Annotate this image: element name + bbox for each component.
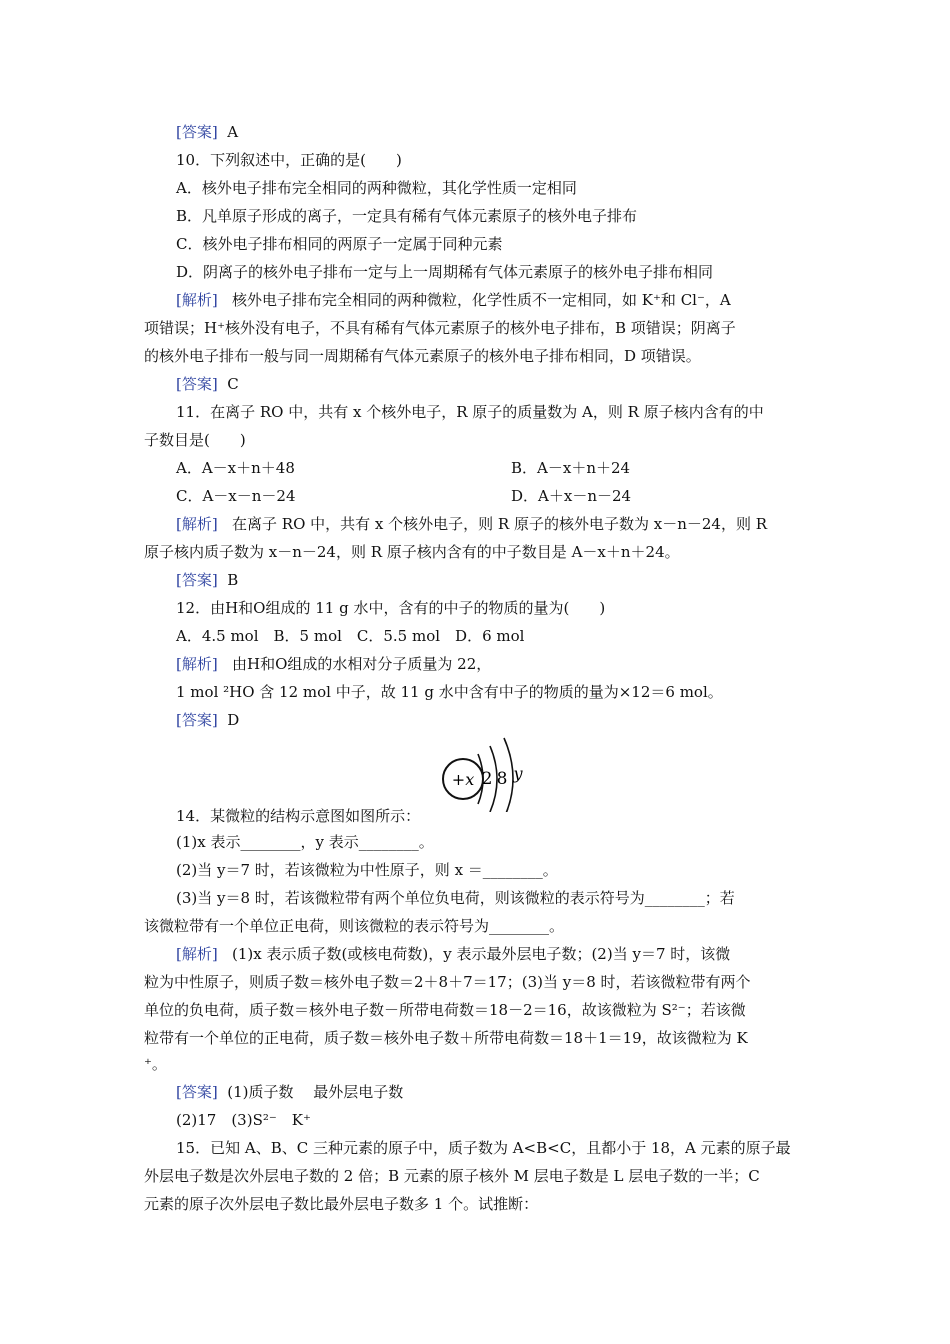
q10-analysis-line-2: 项错误；H⁺核外没有电子，不具有稀有气体元素原子的核外电子排布，B 项错误；阴离子: [144, 319, 736, 337]
q10-analysis-line-1: [176, 290, 731, 310]
q14-stem: 14．某微粒的结构示意图如图所示：: [176, 807, 421, 825]
q14-analysis-line-3: 单位的负电荷，质子数＝核外电子数－所带电荷数＝18－2＝16，故该微粒为 S²⁻；若该微: [144, 1001, 746, 1019]
analysis-text: 由H和O组成的水相对分子质量为 22，: [232, 655, 492, 673]
q10-option-d: D．阴离子的核外电子排布一定与上一周期稀有气体元素原子的核外电子排布相同: [176, 263, 714, 281]
q12-stem: 12．由H和O组成的 11 g 水中，含有的中子的物质的量为( ): [176, 599, 606, 617]
nucleus-label: +x: [451, 770, 475, 789]
q11-answer-line: [176, 570, 238, 590]
analysis-text: (1)x 表示质子数(或核电荷数)，y 表示最外层电子数；(2)当 y＝7 时，该微: [232, 945, 731, 963]
q12-answer-line: [176, 710, 239, 730]
q14-part-3-cont: 该微粒带有一个单位正电荷，则该微粒的表示符号为________。: [144, 917, 565, 935]
atomic-structure-diagram: [440, 734, 530, 812]
q14-part-3: (3)当 y＝8 时，若该微粒带有两个单位负电荷，则该微粒的表示符号为________；若: [176, 889, 735, 907]
analysis-tag: [解析]: [176, 655, 218, 673]
answer-value: D: [227, 711, 240, 729]
answer-value: B: [227, 571, 239, 589]
q11-analysis-line-2: 原子核内质子数为 x－n－24，则 R 原子核内含有的中子数目是 A－x＋n＋24。: [144, 543, 680, 561]
q14-analysis-line-1: [176, 944, 730, 964]
answer-tag: [答案]: [176, 711, 218, 729]
q10-analysis-line-3: 的核外电子排布一般与同一周期稀有气体元素原子的核外电子排布相同，D 项错误。: [144, 347, 701, 365]
q14-analysis-line-5: ⁺。: [144, 1055, 167, 1073]
answer-tag: [答案]: [176, 123, 218, 141]
q10-option-b: B．凡单原子形成的离子，一定具有稀有气体元素原子的核外电子排布: [176, 207, 638, 225]
q11-option-b: B．A－x＋n＋24: [511, 459, 631, 477]
q14-analysis-line-2: 粒为中性原子，则质子数＝核外电子数＝2＋8＋7＝17；(3)当 y＝8 时，若该微粒带有两个: [144, 973, 751, 991]
analysis-tag: [解析]: [176, 515, 218, 533]
answer-value: A: [227, 123, 239, 141]
analysis-tag: [解析]: [176, 291, 218, 309]
answer-tag: [答案]: [176, 1083, 218, 1101]
q12-analysis-line-2: 1 mol ²HO 含 12 mol 中子，故 11 g 水中含有中子的物质的量为×12＝6 mol。: [176, 683, 723, 701]
q14-answer-line-2: (2)17 (3)S²⁻ K⁺: [176, 1111, 311, 1129]
shell-3-electrons: y: [513, 764, 523, 783]
q15-stem-line-3: 元素的原子次外层电子数比最外层电子数多 1 个。试推断：: [144, 1195, 539, 1213]
answer-tag: [答案]: [176, 571, 218, 589]
q10-stem: 10．下列叙述中，正确的是( ): [176, 151, 402, 169]
q10-option-c: C．核外电子排布相同的两原子一定属于同种元素: [176, 235, 503, 253]
q14-part-1: (1)x 表示________，y 表示________。: [176, 833, 434, 851]
q9-answer-line: [176, 122, 238, 142]
q11-stem-line-1: 11．在离子 RO 中，共有 x 个核外电子，R 原子的质量数为 A，则 R 原子核内含有的中: [176, 403, 764, 421]
q15-stem-line-2: 外层电子数是次外层电子数的 2 倍；B 元素的原子核外 M 层电子数是 L 层电子数的一半；C: [144, 1167, 760, 1185]
analysis-text: 在离子 RO 中，共有 x 个核外电子，则 R 原子的核外电子数为 x－n－24，则 R: [232, 515, 768, 533]
q11-analysis-line-1: [176, 514, 767, 534]
q12-options: A．4.5 mol B．5 mol C．5.5 mol D．6 mol: [176, 627, 525, 645]
shell-1-electrons: 2: [481, 769, 493, 789]
analysis-text: 核外电子排布完全相同的两种微粒，化学性质不一定相同，如 K⁺和 Cl⁻，A: [232, 291, 731, 309]
q14-analysis-line-4: 粒带有一个单位的正电荷，质子数＝核外电子数＋所带电荷数＝18＋1＝19，故该微粒为 K: [144, 1029, 748, 1047]
q11-option-a: A．A－x＋n＋48: [176, 459, 295, 477]
answer-value: (1)质子数 最外层电子数: [227, 1083, 404, 1101]
q14-part-2: (2)当 y＝7 时，若该微粒为中性原子，则 x ＝________。: [176, 861, 558, 879]
analysis-tag: [解析]: [176, 945, 218, 963]
shell-2-electrons: 8: [496, 769, 508, 789]
answer-tag: [答案]: [176, 375, 218, 393]
q10-option-a: A．核外电子排布完全相同的两种微粒，其化学性质一定相同: [176, 179, 577, 197]
q11-stem-line-2: 子数目是( ): [144, 431, 246, 449]
q15-stem-line-1: 15．已知 A、B、C 三种元素的原子中，质子数为 A<B<C，且都小于 18，A 元素的原子最: [176, 1139, 791, 1157]
q14-answer-line-1: [176, 1082, 403, 1102]
q12-analysis-line-1: [176, 654, 491, 674]
answer-value: C: [227, 375, 239, 393]
q11-option-c: C．A－x－n－24: [176, 487, 296, 505]
q10-answer-line: [176, 374, 239, 394]
q11-option-d: D．A＋x－n－24: [511, 487, 632, 505]
